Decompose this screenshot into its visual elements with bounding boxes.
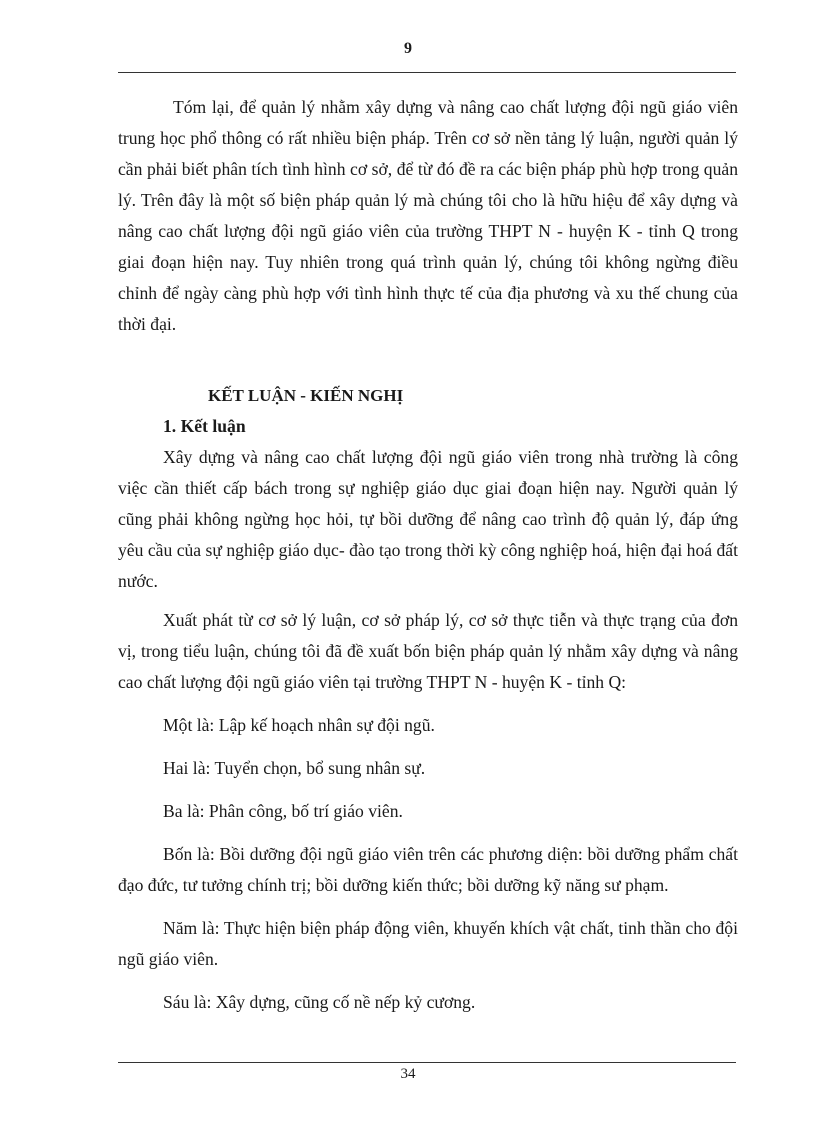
conclusion-paragraph-1: Xây dựng và nâng cao chất lượng đội ngũ giáo viên trong nhà trường là công việc cần thiết cấp bách trong sự nghiệp giáo dục giai đoạn hiện nay. Người quản lý cũng phải không ngừng học hỏi, tự bồi dưỡng để nâng cao trình độ quản lý, đáp ứng yêu cầu của sự nghiệp giáo dục- đào tạo trong thời kỳ công nghiệp hoá, hiện đại hoá đất nước. [118,447,738,591]
list-item: Một là: Lập kế hoạch nhân sự đội ngũ. [163,715,435,735]
subsection-title: 1. Kết luận [163,416,246,436]
list-item: Sáu là: Xây dựng, cũng cố nề nếp kỷ cương. [163,992,476,1012]
conclusion-paragraph-2: Xuất phát từ cơ sở lý luận, cơ sở pháp lý, cơ sở thực tiễn và thực trạng của đơn vị, trong tiểu luận, chúng tôi đã đề xuất bốn biện pháp quản lý nhằm xây dựng và nâng cao chất lượng đội ngũ giáo viên tại trường THPT N - huyện K - tỉnh Q: [118,610,738,692]
section-title: KẾT LUẬN - KIẾN NGHỊ [208,386,404,405]
header-page-number: 9 [404,40,412,57]
footer-page-number: 34 [400,1066,416,1082]
footer-rule [118,1062,736,1063]
list-item: Năm là: Thực hiện biện pháp động viên, khuyến khích vật chất, tinh thần cho đội ngũ giáo viên. [118,918,738,969]
intro-paragraph: Tóm lại, để quản lý nhằm xây dựng và nâng cao chất lượng đội ngũ giáo viên trung học phổ thông có rất nhiều biện pháp. Trên cơ sở nền tảng lý luận, người quản lý cần phải biết phân tích tình hình cơ sở, để từ đó đề ra các biện pháp phù hợp trong quản lý. Trên đây là một số biện pháp quản lý mà chúng tôi cho là hữu hiệu để xây dựng và nâng cao chất lượng đội ngũ giáo viên của trường THPT N - huyện K - tỉnh Q trong giai đoạn hiện nay. Tuy nhiên trong quá trình quản lý, chúng tôi không ngừng điều chỉnh để ngày càng phù hợp với tình hình thực tế của địa phương và xu thế chung của thời đại. [118,97,738,334]
list-item: Ba là: Phân công, bố trí giáo viên. [163,801,403,821]
list-item: Bốn là: Bồi dưỡng đội ngũ giáo viên trên các phương diện: bồi dưỡng phẩm chất đạo đức, tư tưởng chính trị; bồi dưỡng kiến thức; bồi dưỡng kỹ năng sư phạm. [118,844,738,895]
document-body [118,92,738,1018]
list-item: Hai là: Tuyển chọn, bổ sung nhân sự. [163,758,426,778]
header-rule [118,72,736,73]
